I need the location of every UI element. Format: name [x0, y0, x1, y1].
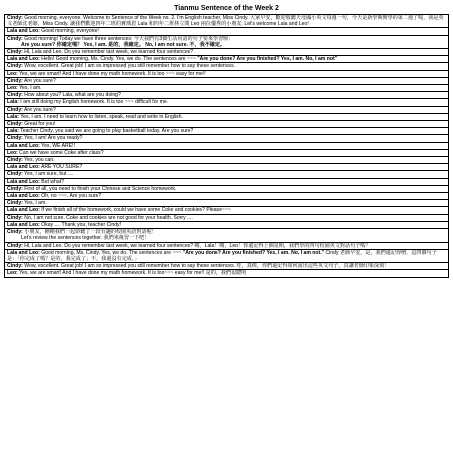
dialogue-text: How about you? Lala, what are you doing?: [22, 92, 121, 99]
dialogue-cell: [5, 70, 449, 77]
dialogue-row: [5, 70, 449, 77]
dialogue-row: [5, 263, 449, 270]
dialogue-cell: [5, 178, 449, 185]
dialogue-row: [5, 15, 449, 28]
speaker-label: Leo:: [7, 270, 18, 277]
dialogue-row: [5, 35, 449, 48]
dialogue-row: [5, 229, 449, 242]
dialogue-text: Yes, I am! Are you ready?: [22, 135, 83, 142]
dialogue-cell: [5, 92, 449, 99]
dialogue-row: [5, 56, 449, 63]
dialogue-cell: [5, 15, 449, 28]
dialogue-text: I am still doing my English homework. It is too ~~~ difficult for me.: [18, 99, 169, 106]
dialogue-row: [5, 28, 449, 35]
speaker-label: Cindy:: [7, 15, 23, 21]
dialogue-cell: [5, 106, 449, 113]
speaker-label: Cindy:: [7, 242, 23, 249]
speaker-label: Lala and Leo:: [7, 249, 40, 256]
speaker-label: Cindy:: [7, 77, 23, 84]
dialogue-cell: [5, 242, 449, 249]
dialogue-cell: [5, 229, 449, 242]
dialogue-text: Oh, no ~~~. Are you sure?: [39, 193, 102, 200]
speaker-label: Cindy:: [7, 185, 23, 192]
dialogue-cell: [5, 56, 449, 63]
dialogue-text: Hi, Lala and Leo. Do you remember last week, we learned four sentences? 嗨，Lala！嗨，Leo！你還記得上個星期，我們學的四句校園英文對話句子嗎？: [22, 242, 371, 249]
speaker-label: Cindy:: [7, 106, 23, 113]
dialogue-text: Yes, WE ARE!!: [39, 142, 75, 149]
dialogue-cell: [5, 135, 449, 142]
speaker-label: Cindy:: [7, 157, 23, 164]
dialogue-text: Can we have some Coke after class?: [17, 149, 104, 156]
dialogue-cell: [5, 270, 449, 277]
dialogue-text: Yes, we are smart! And I have done my math homework. It is too ~~~ easy for me!!: [17, 70, 206, 77]
dialogue-row: [5, 149, 449, 156]
speaker-label: Leo:: [7, 149, 18, 156]
dialogue-text: Teacher Cindy, you said we are going to play basketball today. Are you sure?: [18, 128, 194, 135]
speaker-label: Lala:: [7, 99, 19, 106]
speaker-label: Cindy:: [7, 214, 23, 221]
speaker-label: Lala:: [7, 113, 19, 120]
dialogue-row: [5, 164, 449, 171]
dialogue-text: Yes, I am. I need to learn how to listen, speak, read and write in English.: [18, 113, 183, 120]
speaker-label: Lala:: [7, 128, 19, 135]
dialogue-text: Good morning, everyone. Welcome to Sentence of the Week no. 2. I'm English teacher, Miss Cindy. 大家早安，歡迎收聽天母國小英文每週一句，今天是新學期開學的第二週了呢，我是英文老師沈老師，Miss Cindy. 讓我們歡迎四年二班的實瑀恩 Lala 和四年二班林立閔 Leo 兩位優秀的小朋友. Let's welcome Lala and Leo!: [7, 15, 444, 28]
dialogue-text: But what?: [39, 178, 64, 185]
dialogue-row: [5, 92, 449, 99]
dialogue-cell: [5, 99, 449, 106]
dialogue-cell: [5, 142, 449, 149]
dialogue-cell: [5, 35, 449, 48]
dialogue-text: Let's review the sentences together. 我們來複習一下吧！: [21, 235, 150, 242]
dialogue-cell: [5, 207, 449, 214]
dialogue-cell: [5, 185, 449, 192]
dialogue-table: [4, 14, 449, 278]
dialogue-text: Good morning! Today we have three sentences: 今天我們有3個生活用語的句子要來學習喔：: [22, 35, 234, 42]
speaker-label: Leo:: [7, 70, 18, 77]
dialogue-text: Good morning, Ms. Cindy. Yes, we do. The sentences are ~~~: [39, 249, 183, 256]
dialogue-row: [5, 185, 449, 192]
dialogue-cell: [5, 249, 449, 262]
speaker-label: Lala and Leo:: [7, 193, 40, 200]
speaker-label: Cindy:: [7, 121, 23, 128]
dialogue-row: [5, 242, 449, 249]
dialogue-row: [5, 200, 449, 207]
dialogue-row: [5, 214, 449, 221]
dialogue-cell: [5, 200, 449, 207]
dialogue-row: [5, 142, 449, 149]
dialogue-text: 小朋友，剛剛我們一起聆聽了一段有趣的校園英語對話呢！: [22, 229, 157, 236]
speaker-label: Leo:: [7, 85, 18, 92]
dialogue-text: Wow, excellent. Great job! I am so impressed you still remember how to say these sentences.: [22, 63, 236, 70]
dialogue-row: [5, 106, 449, 113]
dialogue-rows: [5, 15, 449, 278]
dialogue-cell: [5, 214, 449, 221]
dialogue-text: If we finish all of the homework, could we have some Coke and cookies? Please~~~: [39, 207, 231, 214]
dialogue-text: Yes, I am.: [22, 200, 47, 207]
dialogue-text: No, I am not sure. Coke and cookies are not good for your health. Sorry ....: [22, 214, 193, 221]
dialogue-row: [5, 113, 449, 120]
dialogue-text: Yes, we are smart! And I have done my math homework. It is too~~~ easy for me!! 是的，我們很聰明: [17, 270, 247, 277]
dialogue-cell: [5, 128, 449, 135]
dialogue-text: Yes, you can.: [22, 157, 55, 164]
speaker-label: Lala and Leo:: [7, 28, 40, 35]
dialogue-text: "Are you done? Are you finished? Yes, I am. No, I am not.": [182, 249, 325, 256]
dialogue-row: [5, 99, 449, 106]
dialogue-text: "Are you done? Are you finished? Yes, I am. No, I am not": [197, 56, 338, 63]
dialogue-text: Cindy 老師早安，是，我們還記得唷，這四個句子是：「你完成了嗎？是的，我完成了；不，我還沒有完成。」: [7, 249, 437, 262]
speaker-label: Cindy:: [7, 63, 23, 70]
dialogue-cell: [5, 193, 449, 200]
dialogue-cell: [5, 171, 449, 178]
dialogue-text: Good morning, everyone!: [39, 28, 99, 35]
speaker-label: Lala and Leo:: [7, 164, 40, 171]
dialogue-text: Great for you!: [22, 121, 56, 128]
dialogue-cell: [5, 157, 449, 164]
dialogue-row: [5, 193, 449, 200]
dialogue-text: First of all, you need to finish your Chinese and Science homework.: [22, 185, 177, 192]
dialogue-cell: [5, 221, 449, 228]
dialogue-text: Yes, I am sure, but ....: [22, 171, 74, 178]
dialogue-row: [5, 270, 449, 277]
dialogue-text: Wow, excellent. Great job! I am so impressed you still remember how to say these sentences. 哇，真棒，你們還記得如何說出這些英文句子，真讓老師印象深刻！: [22, 263, 390, 270]
dialogue-row: [5, 128, 449, 135]
speaker-label: Lala and Leo:: [7, 142, 40, 149]
dialogue-row: [5, 178, 449, 185]
dialogue-text: ARE YOU SURE?: [39, 164, 83, 171]
document-title: Tianmu Sentence of the Week 2: [174, 5, 279, 12]
speaker-label: Lala and Leo:: [7, 178, 40, 185]
dialogue-row: [5, 157, 449, 164]
dialogue-row: [5, 85, 449, 92]
dialogue-row: [5, 249, 449, 262]
dialogue-text: Hi, Lala and Leo. Do you remember last week, we learned four sentences?: [22, 49, 194, 56]
speaker-label: Cindy:: [7, 135, 23, 142]
dialogue-cell: [5, 77, 449, 84]
dialogue-row: [5, 121, 449, 128]
dialogue-row: [5, 49, 449, 56]
dialogue-cell: [5, 28, 449, 35]
dialogue-row: [5, 63, 449, 70]
dialogue-cell: [5, 263, 449, 270]
speaker-label: Lala and Leo:: [7, 207, 40, 214]
dialogue-cell: [5, 49, 449, 56]
dialogue-text: Are you sure?: [22, 77, 56, 84]
speaker-label: Cindy:: [7, 49, 23, 56]
dialogue-text: Are you sure?: [22, 106, 56, 113]
dialogue-text: Yes, I am.: [17, 85, 42, 92]
speaker-label: Lala and Leo:: [7, 56, 40, 63]
dialogue-cell: [5, 164, 449, 171]
dialogue-cell: [5, 149, 449, 156]
dialogue-text: Are you sure? 你確定嗎？ Yes, I am. 是的，我確定。 No, I am not sure. 不，我不確定。: [21, 41, 226, 48]
dialogue-cell: [5, 85, 449, 92]
speaker-label: Cindy:: [7, 200, 23, 207]
speaker-label: Cindy:: [7, 263, 23, 270]
dialogue-text: Hello! Good morning, Ms. Cindy. Yes, we do. The sentences are ~~~: [39, 56, 198, 63]
speaker-label: Cindy:: [7, 171, 23, 178]
dialogue-text: Okay .... Thank you, teacher Cindy!: [39, 221, 122, 228]
dialogue-row: [5, 77, 449, 84]
speaker-label: Cindy:: [7, 35, 23, 42]
dialogue-row: [5, 135, 449, 142]
speaker-label: Lala and Leo:: [7, 221, 40, 228]
dialogue-cell: [5, 113, 449, 120]
dialogue-cell: [5, 63, 449, 70]
speaker-label: Cindy:: [7, 229, 23, 236]
dialogue-row: [5, 171, 449, 178]
speaker-label: Cindy:: [7, 92, 23, 99]
dialogue-cell: [5, 121, 449, 128]
dialogue-row: [5, 207, 449, 214]
dialogue-row: [5, 221, 449, 228]
